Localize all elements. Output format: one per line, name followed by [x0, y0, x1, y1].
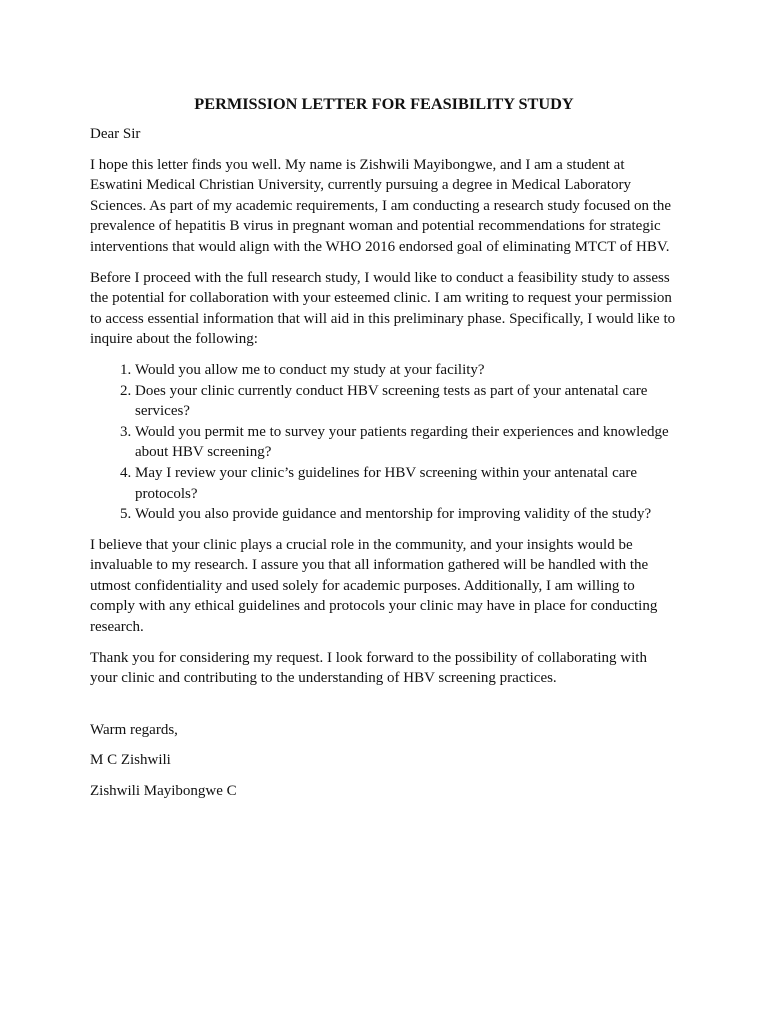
signature: M C Zishwili: [90, 752, 171, 769]
printed-name: Zishwili Mayibongwe C: [90, 783, 237, 800]
request-paragraph: Before I proceed with the full research study, I would like to conduct a feasibility study to assess the potential for collaboration with your esteemed clinic. I am writing to request your permission to access essential information that will aid in this preliminary phase. Specifically, I would like to inquire about the following:: [90, 269, 676, 348]
letter-title: PERMISSION LETTER FOR FEASIBILITY STUDY: [194, 94, 574, 113]
intro-paragraph: I hope this letter finds you well. My name is Zishwili Mayibongwe, and I am a student at Eswatini Medical Christian University, currently pursuing a degree in Medical Laboratory Sciences. As part of my academic requirements, I am conducting a research study focused on the prevalence of hepatitis B virus in pregnant woman and potential recommendations for strategic interventions that would align with the WHO 2016 endorsed goal of eliminating MTCT of HBV.: [90, 156, 672, 255]
question-list: [90, 360, 678, 525]
question-item: 1. Would you allow me to conduct my study at your facility?: [135, 360, 678, 381]
closing: Warm regards,: [90, 721, 178, 738]
thanks-paragraph: Thank you for considering my request. I look forward to the possibility of collaborating with your clinic and contributing to the understanding of HBV screening practices.: [90, 649, 647, 687]
question-item: 4. May I review your clinic’s guidelines for HBV screening within your antenatal care protocols?: [135, 463, 678, 504]
question-item: 3. Would you permit me to survey your patients regarding their experiences and knowledge about HBV screening?: [135, 422, 678, 463]
spacer: [90, 699, 678, 720]
salutation: Dear Sir: [90, 126, 141, 142]
question-item: 2. Does your clinic currently conduct HBV screening tests as part of your antenatal care services?: [135, 381, 678, 422]
assurance-paragraph: I believe that your clinic plays a crucial role in the community, and your insights would be invaluable to my research. I assure you that all information gathered will be handled with the utmost confidentiality and used solely for academic purposes. Additionally, I am willing to comply with any ethical guidelines and protocols your clinic may have in place for conducting research.: [90, 536, 658, 636]
question-item: 5. Would you also provide guidance and mentorship for improving validity of the study?: [135, 504, 678, 525]
